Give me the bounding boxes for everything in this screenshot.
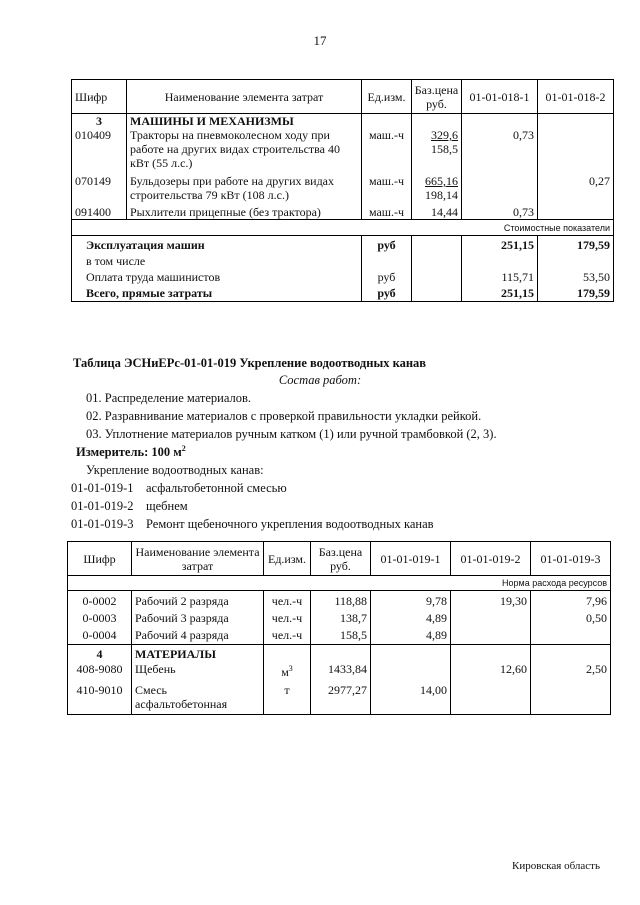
row-price: 14,44 [412,202,462,220]
summary-unit: руб [362,284,412,302]
header-col3: 01-01-019-3 [531,542,611,576]
header-code: Шифр [72,80,127,114]
summary-value-1: 115,71 [462,268,538,284]
row-value-2 [451,608,531,625]
header-col1: 01-01-018-1 [462,80,538,114]
work-step: 03. Уплотнение материалов ручным катком (1) или ручной трамбовкой (2, 3). [86,427,497,441]
row-value-1: 14,00 [371,679,451,715]
row-code: 410-9010 [68,679,132,715]
machines-table [71,79,614,302]
section-number: 4 [68,645,132,662]
summary-name: Оплата труда машинистов [72,268,362,284]
row-value-2 [538,128,614,170]
row-name: Щебень [132,661,264,679]
row-value-3: 0,50 [531,608,611,625]
row-unit: чел.-ч [264,625,311,645]
row-price-current: 665,16 [425,174,458,188]
row-price: 158,5 [311,625,371,645]
section-title: МАТЕРИАЛЫ [132,645,264,662]
row-unit: маш.-ч [362,202,412,220]
header-name: Наименование элемента затрат [127,80,362,114]
resources-table [67,541,611,715]
row-code: 010409 [72,128,127,170]
row-value-1: 9,78 [371,591,451,609]
meter-sup: 2 [181,444,186,453]
header-col1: 01-01-019-1 [371,542,451,576]
header-col2: 01-01-019-2 [451,542,531,576]
row-value-1 [462,170,538,202]
row-code: 408-9080 [68,661,132,679]
summary-name: в том числе [72,252,362,268]
works-subtitle: Состав работ: [278,373,362,387]
row-value-2: 19,30 [451,591,531,609]
page-number: 17 [313,33,327,48]
header-col2: 01-01-018-2 [538,80,614,114]
row-code: 0-0003 [68,608,132,625]
row-value-2 [538,202,614,220]
norm-caption: Норма расхода ресурсов [371,576,611,591]
row-name: Рабочий 3 разряда [132,608,264,625]
work-step: 02. Разравнивание материалов с проверкой правильности укладки рейкой. [86,409,482,423]
row-price: 1433,84 [311,661,371,679]
row-value-1: 4,89 [371,608,451,625]
row-name: Тракторы на пневмоколесном ходу при работе на других видах строительства 40 кВт (55 л.с.) [127,128,362,170]
header-price: Баз.цена руб. [311,542,371,576]
item-code: 01-01-019-2 [71,499,134,513]
section-title: МАШИНЫ И МЕХАНИЗМЫ [127,114,362,129]
header-code: Шифр [68,542,132,576]
summary-value-2: 179,59 [538,236,614,253]
row-unit: маш.-ч [362,128,412,170]
row-value-1: 0,73 [462,128,538,170]
unit-sup: 3 [288,664,293,673]
summary-value-2: 53,50 [538,268,614,284]
section-number: 3 [72,114,127,129]
row-price-current: 329,6 [431,128,458,142]
item-text: асфальтобетонной смесью [146,481,287,495]
row-code: 0-0004 [68,625,132,645]
row-value-2: 12,60 [451,661,531,679]
summary-name: Всего, прямые затраты [72,284,362,302]
row-price-base: 198,14 [425,188,458,202]
row-value-1: 4,89 [371,625,451,645]
row-unit: т [264,679,311,715]
row-name: Бульдозеры при работе на других видах строительства 79 кВт (108 л.с.) [127,170,362,202]
row-value-3 [531,679,611,715]
item-code: 01-01-019-3 [71,517,134,531]
row-price: 2977,27 [311,679,371,715]
row-unit: чел.-ч [264,591,311,609]
row-name: Рыхлители прицепные (без трактора) [127,202,362,220]
item-code: 01-01-019-1 [71,481,134,495]
header-name: Наименование элемента затрат [132,542,264,576]
row-value-2 [451,679,531,715]
row-name: Рабочий 4 разряда [132,625,264,645]
row-value-3: 7,96 [531,591,611,609]
row-price: 118,88 [311,591,371,609]
cost-caption: Стоимостные показатели [462,220,614,236]
row-code: 070149 [72,170,127,202]
row-value-3: 2,50 [531,661,611,679]
row-code: 0-0002 [68,591,132,609]
row-value-2 [451,625,531,645]
item-text: Ремонт щебеночного укрепления водоотводных канав [146,517,434,531]
header-unit: Ед.изм. [362,80,412,114]
header-unit: Ед.изм. [264,542,311,576]
intro-text: Укрепление водоотводных канав: [86,463,264,477]
summary-value-1: 251,15 [462,236,538,253]
meter-label: Измеритель: 100 $м^2$ [76,444,186,460]
summary-unit: руб [362,236,412,253]
row-name: Рабочий 2 разряда [132,591,264,609]
row-name: Смесь асфальтобетонная [132,679,264,715]
summary-value-2: 179,59 [538,284,614,302]
item-text: щебнем [146,499,188,513]
summary-unit: руб [362,268,412,284]
header-price: Баз.цена руб. [412,80,462,114]
row-unit: $м^3$ [264,661,311,679]
row-code: 091400 [72,202,127,220]
row-value-2: 0,27 [538,170,614,202]
row-value-1: 0,73 [462,202,538,220]
row-value-1 [371,661,451,679]
row-price-base: 158,5 [431,142,458,156]
summary-value-1: 251,15 [462,284,538,302]
summary-name: Эксплуатация машин [72,236,362,253]
row-unit: чел.-ч [264,608,311,625]
table-title: Таблица ЭСНиЕРс-01-01-019 Укрепление водоотводных канав [73,356,427,370]
footer-region: Кировская область [511,860,600,872]
row-value-3 [531,625,611,645]
work-step: 01. Распределение материалов. [86,391,252,405]
row-unit: маш.-ч [362,170,412,202]
row-price: 138,7 [311,608,371,625]
